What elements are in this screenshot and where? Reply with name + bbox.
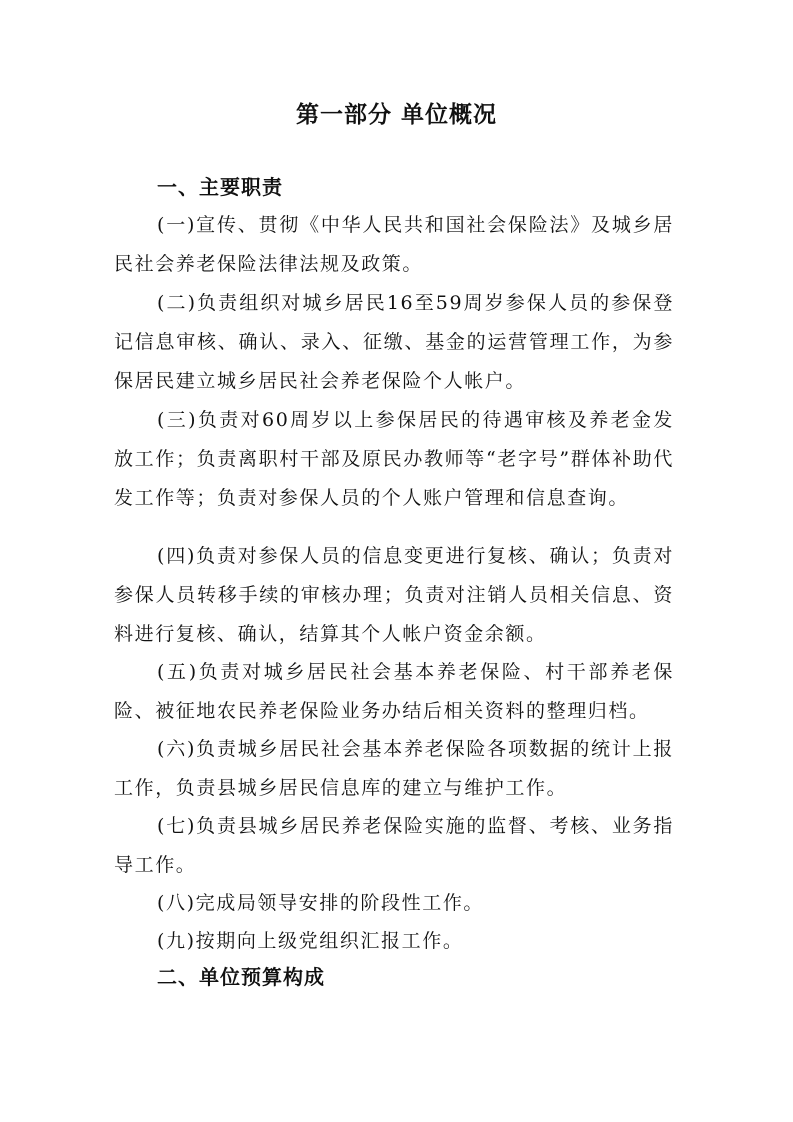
page-title: 第一部分 单位概况 [295, 102, 497, 128]
section-heading-budget-composition: 二、单位预算构成 [157, 965, 325, 989]
duty-paragraph-6: (六)负责城乡居民社会基本养老保险各项数据的统计上报工作，负责县城乡居民信息库的建立与维护工作。 [114, 738, 674, 799]
duty-paragraph-4: (四)负责对参保人员的信息变更进行复核、确认；负责对参保人员转移手续的审核办理；负责对注销人员相关信息、资料进行复核、确认，结算其个人帐户资金余额。 [114, 545, 674, 645]
duty-paragraph-3: (三)负责对60周岁以上参保居民的待遇审核及养老金发放工作；负责离职村干部及原民办教师等“老字号”群体补助代发工作等；负责对参保人员的个人账户管理和信息查询。 [114, 409, 674, 509]
duty-paragraph-8: (八)完成局领导安排的阶段性工作。 [157, 892, 485, 914]
duty-paragraph-1: (一)宣传、贯彻《中华人民共和国社会保险法》及城乡居民社会养老保险法律法规及政策。 [114, 214, 674, 275]
duty-paragraph-5: (五)负责对城乡居民社会基本养老保险、村干部养老保险、被征地农民养老保险业务办结后相关资料的整理归档。 [114, 661, 674, 722]
duty-paragraph-2: (二)负责组织对城乡居民16至59周岁参保人员的参保登记信息审核、确认、录入、征缴、基金的运营管理工作，为参保居民建立城乡居民社会养老保险个人帐户。 [114, 292, 674, 392]
duty-paragraph-9: (九)按期向上级党组织汇报工作。 [157, 930, 464, 952]
section-heading-main-duties: 一、主要职责 [157, 175, 283, 199]
duty-paragraph-7: (七)负责县城乡居民养老保险实施的监督、考核、业务指导工作。 [114, 815, 674, 876]
